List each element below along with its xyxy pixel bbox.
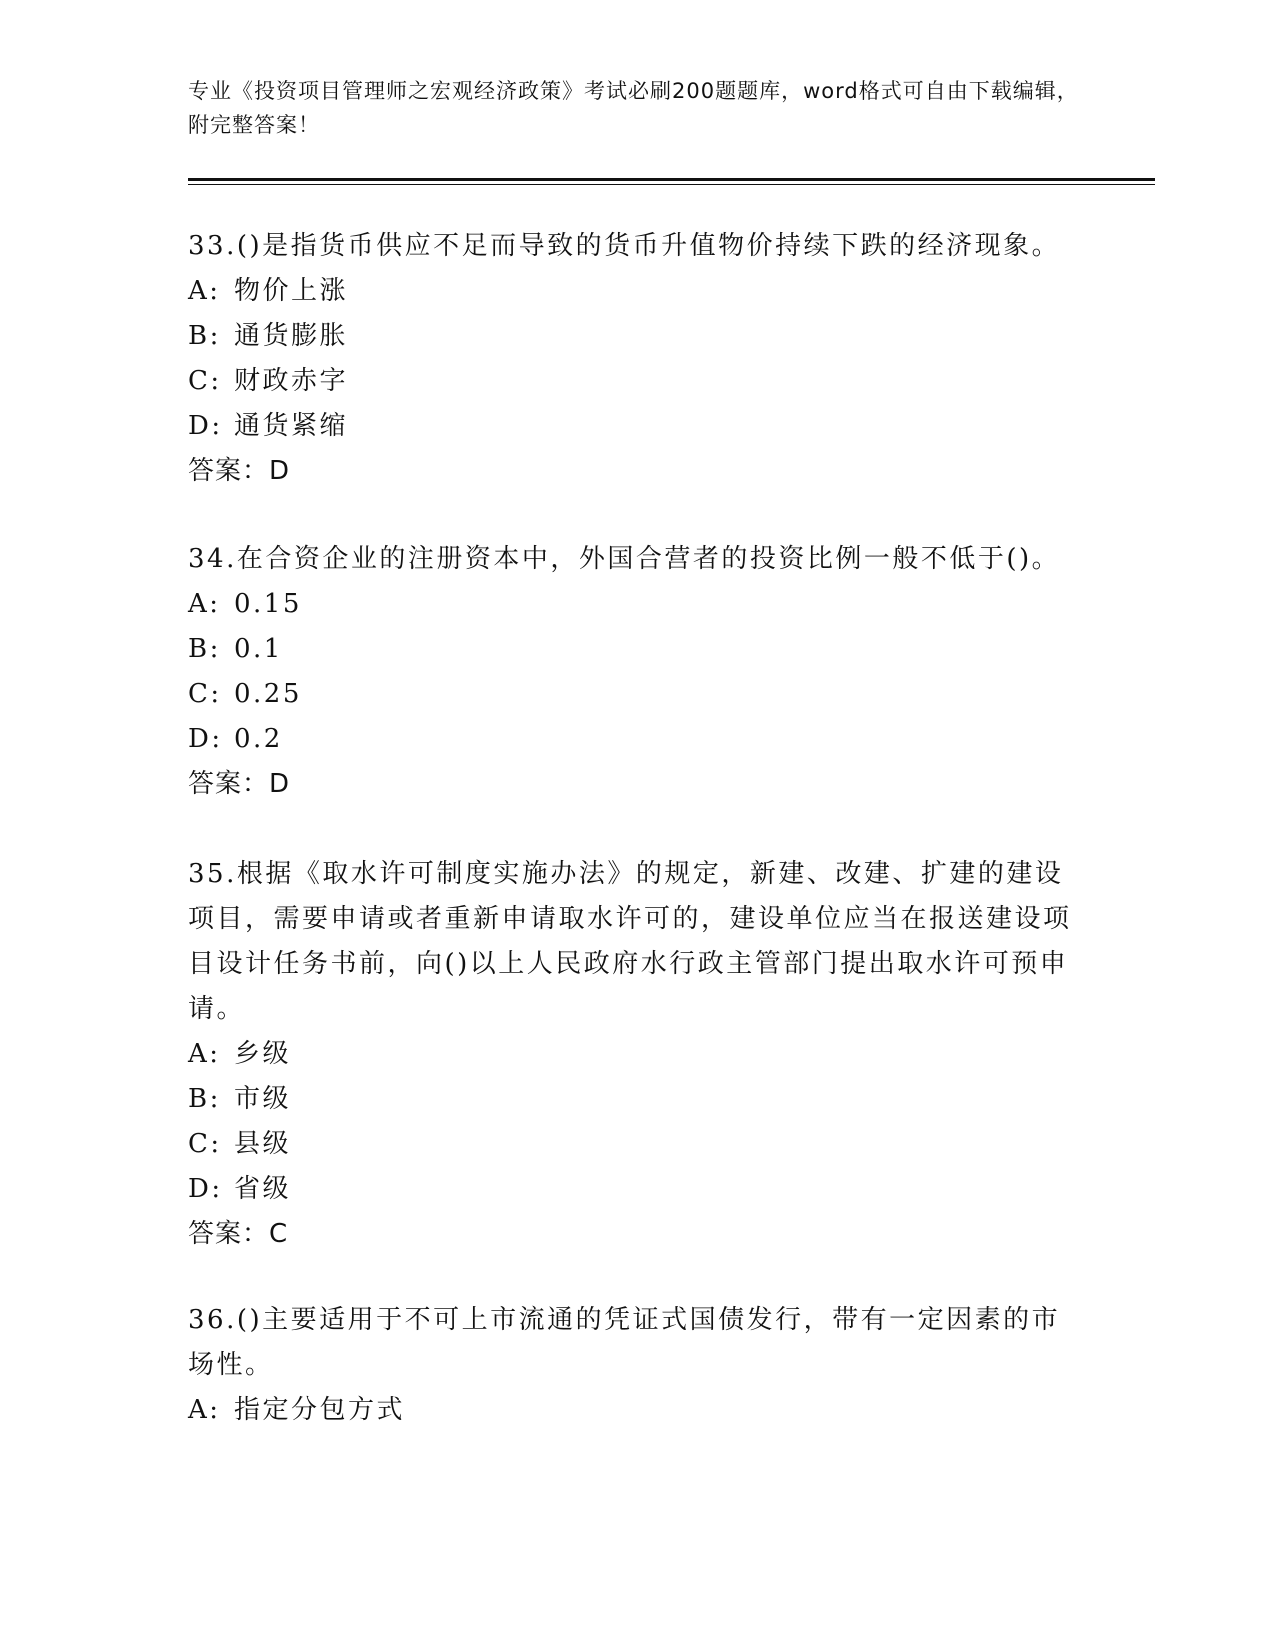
option-text: 0.25 (234, 679, 302, 709)
option-a (188, 582, 1088, 627)
option-letter: A: (188, 1039, 221, 1069)
option-letter: A: (188, 589, 221, 619)
option-text: 市级 (234, 1084, 292, 1114)
option-text: 县级 (234, 1129, 292, 1159)
option-d (188, 1167, 1088, 1212)
option-b (188, 314, 1088, 359)
answer-line: 答案：D (188, 769, 291, 799)
answer-line: 答案：D (188, 456, 291, 486)
header-divider-thin (188, 184, 1155, 185)
option-letter: B: (188, 634, 221, 664)
option-text: 0.15 (234, 589, 302, 619)
option-text: 省级 (234, 1174, 292, 1204)
question-34 (188, 537, 1088, 807)
question-stem: 34.在合资企业的注册资本中，外国合营者的投资比例一般不低于()。 (188, 544, 1061, 574)
option-d (188, 404, 1088, 449)
option-text: 通货膨胀 (234, 321, 349, 351)
option-a (188, 1388, 1088, 1433)
option-a (188, 1032, 1088, 1077)
option-text: 通货紧缩 (234, 411, 349, 441)
option-b (188, 1077, 1088, 1122)
option-text: 物价上涨 (234, 276, 349, 306)
option-letter: D: (188, 724, 223, 754)
question-stem: 35.根据《取水许可制度实施办法》的规定，新建、改建、扩建的建设项目，需要申请或者重新申请取水许可的，建设单位应当在报送建设项目设计任务书前，向()以上人民政府水行政主管部门提出取水许可预申请。 (188, 859, 1072, 1024)
option-text: 乡级 (234, 1039, 292, 1069)
option-b (188, 627, 1088, 672)
option-letter: D: (188, 411, 223, 441)
option-text: 指定分包方式 (234, 1395, 406, 1425)
option-c (188, 359, 1088, 404)
question-36 (188, 1298, 1088, 1433)
question-33 (188, 224, 1088, 494)
option-letter: B: (188, 1084, 221, 1114)
option-d (188, 717, 1088, 762)
question-35 (188, 852, 1088, 1257)
option-c (188, 672, 1088, 717)
option-letter: C: (188, 1129, 222, 1159)
option-c (188, 1122, 1088, 1167)
option-letter: A: (188, 276, 221, 306)
option-a (188, 269, 1088, 314)
option-text: 财政赤字 (234, 366, 349, 396)
question-stem: 33.()是指货币供应不足而导致的货币升值物价持续下跌的经济现象。 (188, 231, 1061, 261)
answer-line: 答案：C (188, 1219, 289, 1249)
option-letter: D: (188, 1174, 223, 1204)
header-divider-thick (188, 178, 1155, 181)
option-letter: A: (188, 1395, 221, 1425)
option-text: 0.2 (234, 724, 283, 754)
question-stem: 36.()主要适用于不可上市流通的凭证式国债发行，带有一定因素的市场性。 (188, 1305, 1061, 1380)
document-header: 专业《投资项目管理师之宏观经济政策》考试必刷200题题库，word格式可自由下载编辑，附完整答案！ (188, 79, 1079, 137)
option-text: 0.1 (234, 634, 283, 664)
option-letter: C: (188, 679, 222, 709)
option-letter: B: (188, 321, 221, 351)
option-letter: C: (188, 366, 222, 396)
